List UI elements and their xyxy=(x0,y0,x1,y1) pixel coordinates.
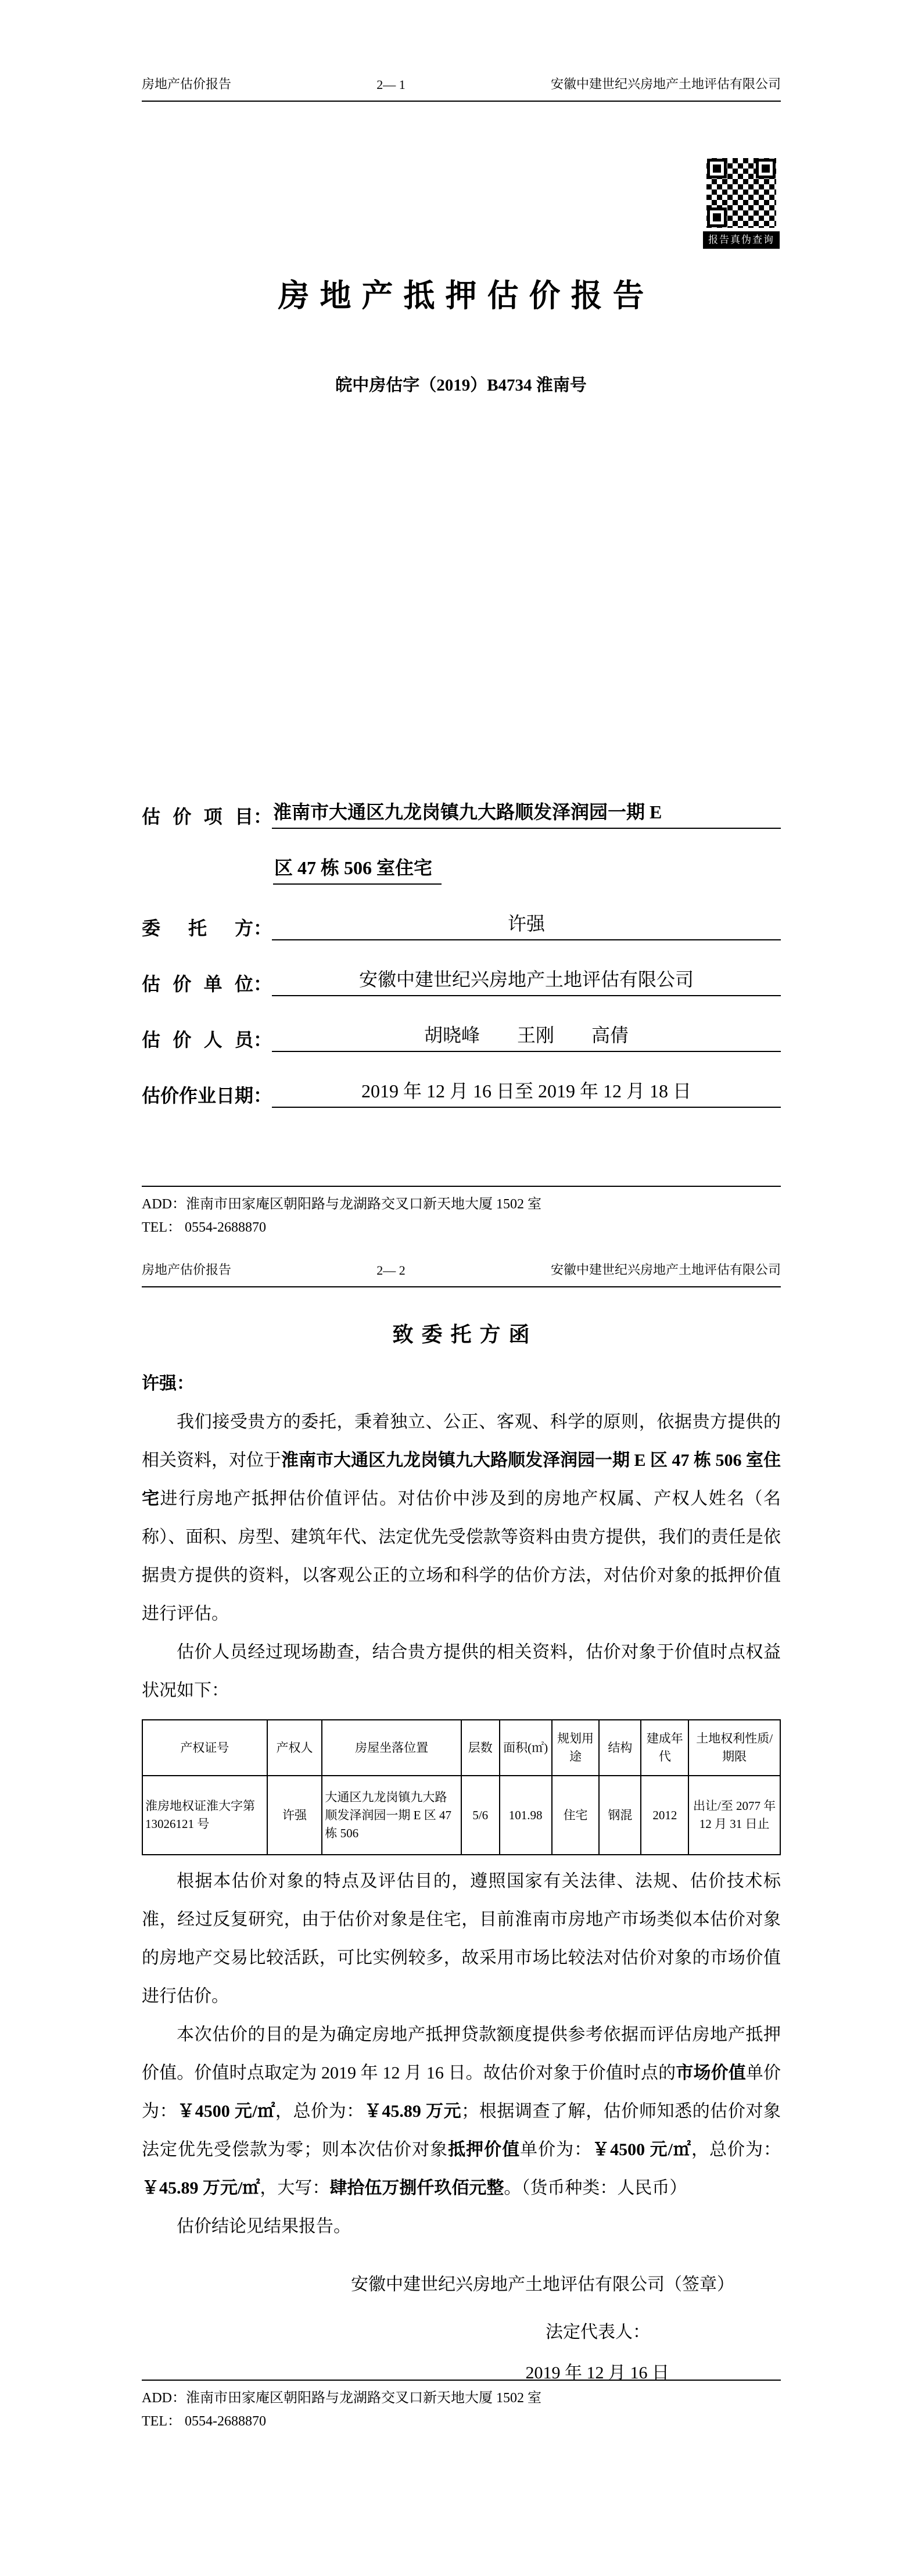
page-footer xyxy=(142,1186,781,1239)
cover-form xyxy=(142,797,781,1132)
table-cell-structure: 钢混 xyxy=(599,1776,641,1855)
page-footer xyxy=(142,2380,781,2433)
client-value: 许强 xyxy=(272,909,781,940)
form-row-project xyxy=(142,797,781,829)
table-header-cell: 结构 xyxy=(599,1720,641,1776)
client-label: 委托方： xyxy=(142,918,272,939)
header-company: 安徽中建世纪兴房地产土地评估有限公司 xyxy=(550,1262,781,1277)
table-row xyxy=(142,1776,780,1855)
table-header-cell: 建成年代 xyxy=(641,1720,688,1776)
form-row-project-continued xyxy=(273,853,781,885)
text-segment: ，总价为： xyxy=(275,2102,364,2121)
signature-legal-rep: 法定代表人： xyxy=(546,2323,650,2342)
table-cell-owner: 许强 xyxy=(267,1776,322,1855)
work-date-label: 估价作业日期： xyxy=(142,1085,272,1106)
bold-segment-unit-price: ￥4500 元/㎡ xyxy=(177,2102,275,2121)
text-segment: ；根据调查了解，估价师知悉的估价对象法定优先受偿款为零；则本次估价对象 xyxy=(142,2102,781,2159)
report-verification-qr xyxy=(703,155,780,249)
table-header-cell: 规划用途 xyxy=(552,1720,600,1776)
page-2-letter xyxy=(0,1250,922,2576)
bold-segment-amount-words: 肆拾伍万捌仟玖佰元整 xyxy=(329,2178,504,2198)
letter-paragraph-intro xyxy=(142,1403,781,1633)
project-label: 估价项目： xyxy=(142,806,272,827)
text-segment: 我们接受贵方的委托，秉着独立、公正、客观、科学的原则，依据贵方提供的相关资料，对位于 xyxy=(142,1412,781,1470)
work-date-value: 2019 年 12 月 16 日至 2019 年 12 月 18 日 xyxy=(272,1076,781,1108)
text-segment: 进行房地产抵押估价值评估。对估价中涉及到的房地产权属、产权人姓名（名称）、面积、房型、建筑年代、法定优先受偿款等资料由贵方提供，我们的责任是依据贵方提供的资料，以客观公正的立场和科学的估价方法，对估价对象的抵押价值进行评估。 xyxy=(142,1489,781,1623)
table-header-cell: 产权证号 xyxy=(142,1720,267,1776)
text-segment: 单价为： xyxy=(520,2140,593,2159)
header-page-number: 2— 1 xyxy=(376,77,406,92)
qr-label: 报告真伪查询 xyxy=(703,231,780,249)
signature-company: 安徽中建世纪兴房地产土地评估有限公司（签章） xyxy=(351,2275,734,2294)
form-row-agency xyxy=(142,965,781,996)
letter-paragraph-method: 根据本估价对象的特点及评估目的，遵照国家有关法律、法规、估价技术标准，经过反复研究，由于估价对象是住宅，目前淮南市房地产市场类似本估价对象的房地产交易比较活跃，可比实例较多，故采用市场比较法对估价对象的市场价值进行估价。 xyxy=(142,1872,781,2006)
footer-address: ADD：淮南市田家庵区朝阳路与龙湖路交叉口新天地大厦 1502 室 xyxy=(142,2391,541,2406)
bold-segment-total-price: ￥45.89 万元/㎡ xyxy=(142,2178,260,2198)
text-segment: 。（货币种类：人民币） xyxy=(504,2178,687,2198)
text-segment: 单价为： xyxy=(142,2063,781,2121)
table-cell-location: 大通区九龙岗镇九大路顺发泽润园一期 E 区 47 栋 506 xyxy=(322,1776,461,1855)
table-header-cell: 土地权利性质/期限 xyxy=(688,1720,780,1776)
bold-segment-mortgage-value: 抵押价值 xyxy=(448,2140,521,2159)
agency-value: 安徽中建世纪兴房地产土地评估有限公司 xyxy=(272,965,781,996)
agency-label: 估价单位： xyxy=(142,974,272,994)
header-page-number: 2— 2 xyxy=(376,1263,406,1278)
form-row-staff xyxy=(142,1021,781,1052)
table-header-cell: 面积(㎡) xyxy=(500,1720,552,1776)
table-header-cell: 层数 xyxy=(461,1720,500,1776)
table-cell-floor: 5/6 xyxy=(461,1776,500,1855)
running-header xyxy=(142,1260,781,1287)
letter-paragraph-survey: 估价人员经过现场勘查，结合贵方提供的相关资料，估价对象于价值时点权益状况如下： xyxy=(142,1643,781,1700)
bold-segment-market-value: 市场价值 xyxy=(676,2063,746,2083)
property-rights-table xyxy=(142,1719,781,1855)
text-segment: ，总价为： xyxy=(691,2140,781,2159)
signature-block xyxy=(142,2266,781,2392)
qr-finder-icon xyxy=(756,159,776,178)
text-segment: ，大写： xyxy=(260,2178,330,2198)
project-value-line2: 区 47 栋 506 室住宅 xyxy=(273,853,442,885)
table-cell-use: 住宅 xyxy=(552,1776,600,1855)
letter-paragraph-valuation xyxy=(142,2016,781,2208)
table-header-cell: 房屋坐落位置 xyxy=(322,1720,461,1776)
form-row-work-date xyxy=(142,1076,781,1108)
colon: ： xyxy=(253,918,272,939)
running-header xyxy=(142,74,781,102)
staff-label: 估价人员： xyxy=(142,1029,272,1050)
project-value-line1: 淮南市大通区九龙岗镇九大路顺发泽润园一期 E xyxy=(272,797,781,829)
table-cell-land-rights: 出让/至 2077 年 12 月 31 日止 xyxy=(688,1776,780,1855)
page-1-cover xyxy=(0,0,922,1250)
table-cell-area: 101.98 xyxy=(500,1776,552,1855)
bold-segment-property: 淮南市大通区九龙岗镇九大路顺发泽润园一期 E 区 47 栋 506 室住宅 xyxy=(142,1451,781,1508)
qr-finder-icon xyxy=(707,207,727,227)
letter-salutation: 许强： xyxy=(142,1374,194,1393)
staff-value: 胡晓峰 王刚 高倩 xyxy=(272,1021,781,1052)
colon: ： xyxy=(253,974,272,994)
qr-finder-icon xyxy=(707,159,727,178)
colon: ： xyxy=(253,806,272,827)
qr-code-icon xyxy=(703,155,780,231)
footer-tel: TEL： 0554-2688870 xyxy=(142,1220,266,1235)
table-cell-year: 2012 xyxy=(641,1776,688,1855)
footer-address: ADD：淮南市田家庵区朝阳路与龙湖路交叉口新天地大厦 1502 室 xyxy=(142,1197,541,1212)
header-doc-type: 房地产估价报告 xyxy=(142,77,232,91)
bold-segment-unit-price: ￥4500 元/㎡ xyxy=(592,2140,691,2159)
colon: ： xyxy=(253,1085,272,1106)
bold-segment-total-price: ￥45.89 万元 xyxy=(364,2102,462,2121)
table-header-cell: 产权人 xyxy=(267,1720,322,1776)
header-company: 安徽中建世纪兴房地产土地评估有限公司 xyxy=(550,77,781,91)
letter-paragraph-conclusion: 估价结论见结果报告。 xyxy=(177,2217,351,2236)
text-segment: 本次估价的目的是为确定房地产抵押贷款额度提供参考依据而评估房地产抵押价值。价值时点取定为 2019 年 12 月 16 日。故估价对象于价值时点的 xyxy=(142,2025,781,2083)
colon: ： xyxy=(253,1029,272,1050)
form-row-client xyxy=(142,909,781,940)
signature-date: 2019 年 12 月 16 日 xyxy=(525,2363,669,2382)
footer-tel: TEL： 0554-2688870 xyxy=(142,2414,266,2429)
report-title: 房地产抵押估价报告 xyxy=(278,278,655,313)
letter-title: 致委托方函 xyxy=(392,1323,538,1346)
table-cell-certificate: 淮房地权证淮大字第 13026121 号 xyxy=(142,1776,267,1855)
header-doc-type: 房地产估价报告 xyxy=(142,1262,232,1277)
report-number: 皖中房估字（2019）B4734 淮南号 xyxy=(335,376,587,395)
table-header-row xyxy=(142,1720,780,1776)
letter-body xyxy=(142,1360,781,2392)
